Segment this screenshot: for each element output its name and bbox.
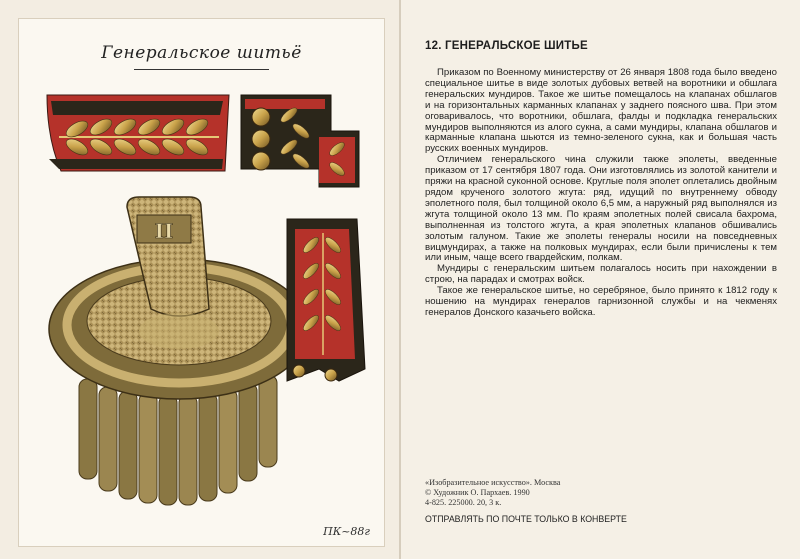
embroidery-illustration <box>19 19 384 546</box>
illustration-page <box>0 0 399 559</box>
epaulette <box>49 197 309 505</box>
mailing-notice: ОТПРАВЛЯТЬ ПО ПОЧТЕ ТОЛЬКО В КОНВЕРТЕ <box>425 514 627 524</box>
copyright-line: © Художник О. Пархаев. 1990 <box>425 488 530 497</box>
collar-embroidery <box>47 95 229 171</box>
pocket-flap-embroidery <box>287 219 365 381</box>
article-heading: 12. ГЕНЕРАЛЬСКОЕ ШИТЬЕ <box>425 40 588 52</box>
plate-title: Генеральское шитьё <box>101 43 302 63</box>
article <box>425 40 777 319</box>
colophon <box>425 478 775 524</box>
artist-signature: ПК~88г <box>323 525 370 538</box>
paragraph: Приказом по Военному министерству от 26 января 1808 года было введено специальное шитье в виде золотых дубовых ветвей на воротники и обшлага генеральских мундиров. Такое же шитье помещалось на клапанах обшлагов и на горизонтальных карманных клапанах у заднего поясного шва. При этом оговаривалось, что воротники, обшлага, фалды и подкладка генеральских мундиров выполняются из алого сукна, а сами мундиры, клапана обшлагов и карманные клапана шьются из темно-зеленого сукна, как и большая часть русских военных мундиров. <box>425 67 777 155</box>
print-codes: 4-825. 225000. 20, 3 к. <box>425 498 502 507</box>
cuff-embroidery <box>241 95 359 187</box>
text-page <box>401 0 800 559</box>
svg-text:II: II <box>154 219 174 243</box>
plate-frame <box>18 18 385 547</box>
paragraph: Мундиры с генеральским шитьем полагалось носить при нахождении в строю, на парадах и смотрах войск. <box>425 263 777 286</box>
paragraph: Отличием генеральского чина служили также эполеты, введенные приказом от 17 сентября 1807 года. Они изготовлялись из золотой канители и пряжи на красной суконной основе. Круглые поля эполет оплетались двойным рядом крученого золотого жгута: ряд, идущий по внутреннему обводу эполетного поля, был толщиной около 6,5 мм, а наружный ряд выполнялся из жгута толщиной около 13 мм. По краям эполетных полей свисала бахрома, выполненная из толстого жгута, а края эполетных клапанов обшивались золотым галуном. Такие же эполеты генералы носили на повседневных вицмундирах, а также на полковых мундирах, если были причислены к тем или иным, чаще всего гвардейским, полкам. <box>425 154 777 264</box>
paragraph: Такое же генеральское шитье, но серебряное, было принято к 1812 году к ношению на мундирах генералов гарнизонной службы и на чекменях генералов Донского казачьего войска. <box>425 285 777 318</box>
publisher-line: «Изобразительное искусство». Москва <box>425 478 561 487</box>
